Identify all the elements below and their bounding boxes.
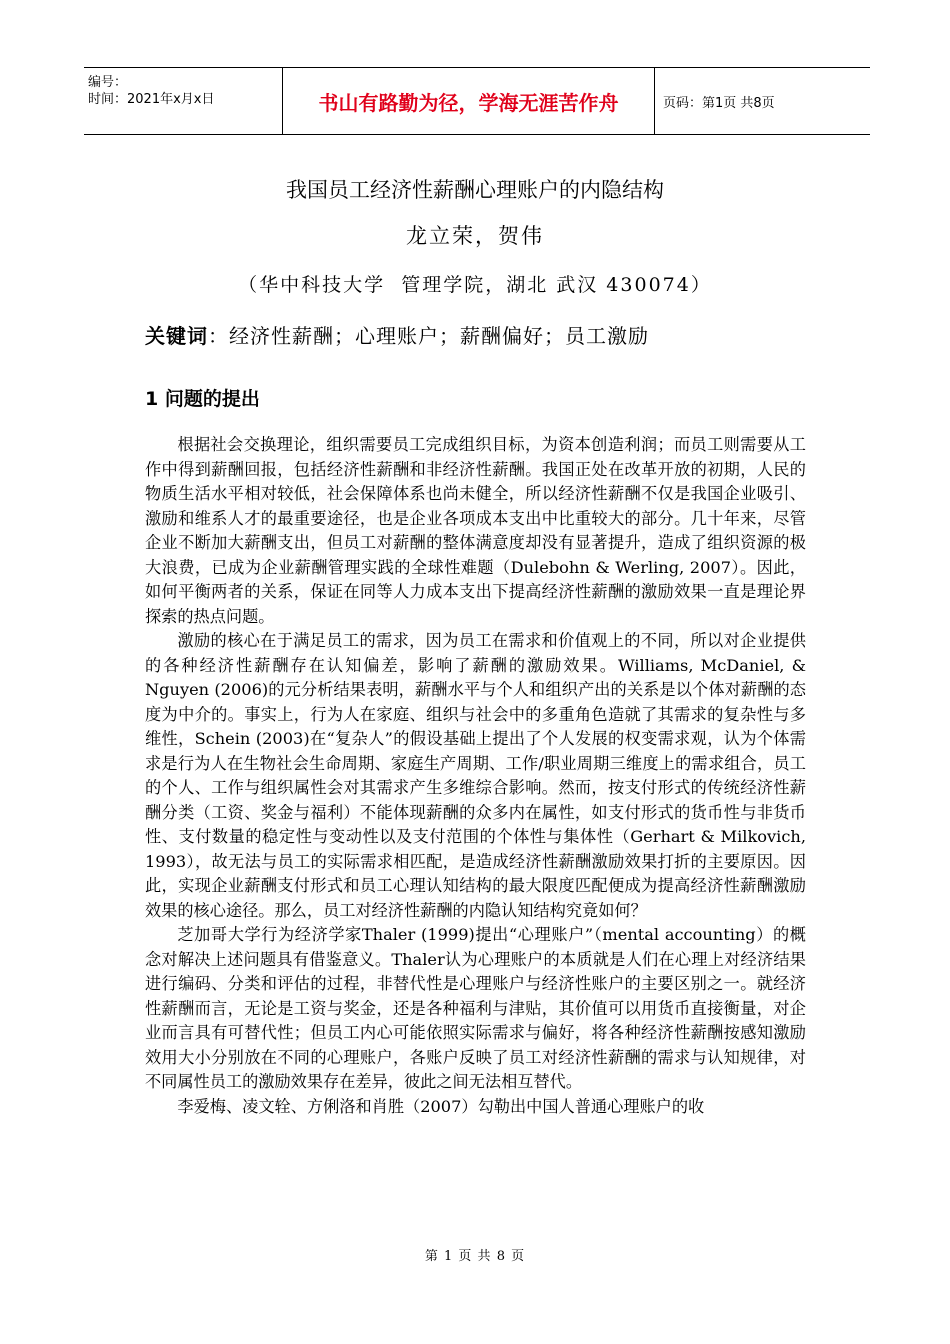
- article-authors: 龙立荣，贺伟: [406, 224, 544, 248]
- keywords-label: 关键词: [145, 324, 208, 348]
- header-page-cell: [655, 68, 870, 134]
- article-title: 我国员工经济性薪酬心理账户的内隐结构: [286, 178, 664, 202]
- header-page-info: 页码：第1页 共8页: [663, 95, 775, 111]
- body-text: [145, 433, 806, 1119]
- article-affiliation: （华中科技大学 管理学院，湖北 武汉 430074）: [238, 274, 712, 296]
- header-table: [84, 67, 870, 135]
- header-motto-cell: [283, 68, 655, 134]
- body-paragraph: 根据社会交换理论，组织需要员工完成组织目标，为资本创造利润；而员工则需要从工作中得到薪酬回报，包括经济性薪酬和非经济性薪酬。我国正处在改革开放的初期，人民的物质生活水平相对较低，社会保障体系也尚未健全，所以经济性薪酬不仅是我国企业吸引、激励和维系人才的最重要途径，也是企业各项成本支出中比重较大的部分。几十年来，尽管企业不断加大薪酬支出，但员工对薪酬的整体满意度却没有显著提升，造成了组织资源的极大浪费，已成为企业薪酬管理实践的全球性难题（Dulebohn & Werling, 2007）。因此，如何平衡两者的关系，保证在同等人力成本支出下提高经济性薪酬的激励效果一直是理论界探索的热点问题。: [145, 435, 806, 626]
- document-time-label: 时间：2021年x月x日: [88, 92, 215, 107]
- header-meta-cell: [84, 68, 283, 134]
- keywords-line: [145, 320, 649, 349]
- body-paragraph: 芝加哥大学行为经济学家Thaler (1999)提出“心理账户”（mental accounting）的概念对解决上述问题具有借鉴意义。Thaler认为心理账户的本质就是人们在心理上对经济结果进行编码、分类和评估的过程，非替代性是心理账户与经济性账户的主要区别之一。就经济性薪酬而言，无论是工资与奖金，还是各种福利与津贴，其价值可以用货币直接衡量，对企业而言具有可替代性；但员工内心可能依照实际需求与偏好，将各种经济性薪酬按感知激励效用大小分别放在不同的心理账户，各账户反映了员工对经济性薪酬的需求与认知规律，对不同属性员工的激励效果存在差异，彼此之间无法相互替代。: [145, 925, 806, 1091]
- section-heading: 1 问题的提出: [145, 388, 260, 410]
- header-motto: 书山有路勤为径，学海无涯苦作舟: [318, 90, 619, 115]
- body-paragraph: 李爱梅、凌文辁、方俐洛和肖胜（2007）勾勒出中国人普通心理账户的收: [177, 1096, 705, 1116]
- keywords-text: ：经济性薪酬；心理账户；薪酬偏好；员工激励: [208, 324, 649, 348]
- page-footer: 第 1 页 共 8 页: [424, 1249, 526, 1264]
- document-number-label: 编号：: [88, 75, 128, 90]
- body-paragraph: 激励的核心在于满足员工的需求，因为员工在需求和价值观上的不同，所以对企业提供的各种经济性薪酬存在认知偏差，影响了薪酬的激励效果。Williams, McDaniel, & Nguyen (2006)的元分析结果表明，薪酬水平与个人和组织产出的关系是以个体对薪酬的态度为中介的。事实上，行为人在家庭、组织与社会中的多重角色造就了其需求的复杂性与多维性，Schein (2003)在“复杂人”的假设基础上提出了个人发展的权变需求观，认为个体需求是行为人在生物社会生命周期、家庭生产周期、工作/职业周期三维度上的需求组合，员工的个人、工作与组织属性会对其需求产生多维综合影响。然而，按支付形式的传统经济性薪酬分类（工资、奖金与福利）不能体现薪酬的众多内在属性，如支付形式的货币性与非货币性、支付数量的稳定性与变动性以及支付范围的个体性与集体性（Gerhart & Milkovich, 1993），故无法与员工的实际需求相匹配，是造成经济性薪酬激励效果打折的主要原因。因此，实现企业薪酬支付形式和员工心理认知结构的最大限度匹配便成为提高经济性薪酬激励效果的核心途径。那么，员工对经济性薪酬的内隐认知结构究竟如何？: [145, 631, 806, 920]
